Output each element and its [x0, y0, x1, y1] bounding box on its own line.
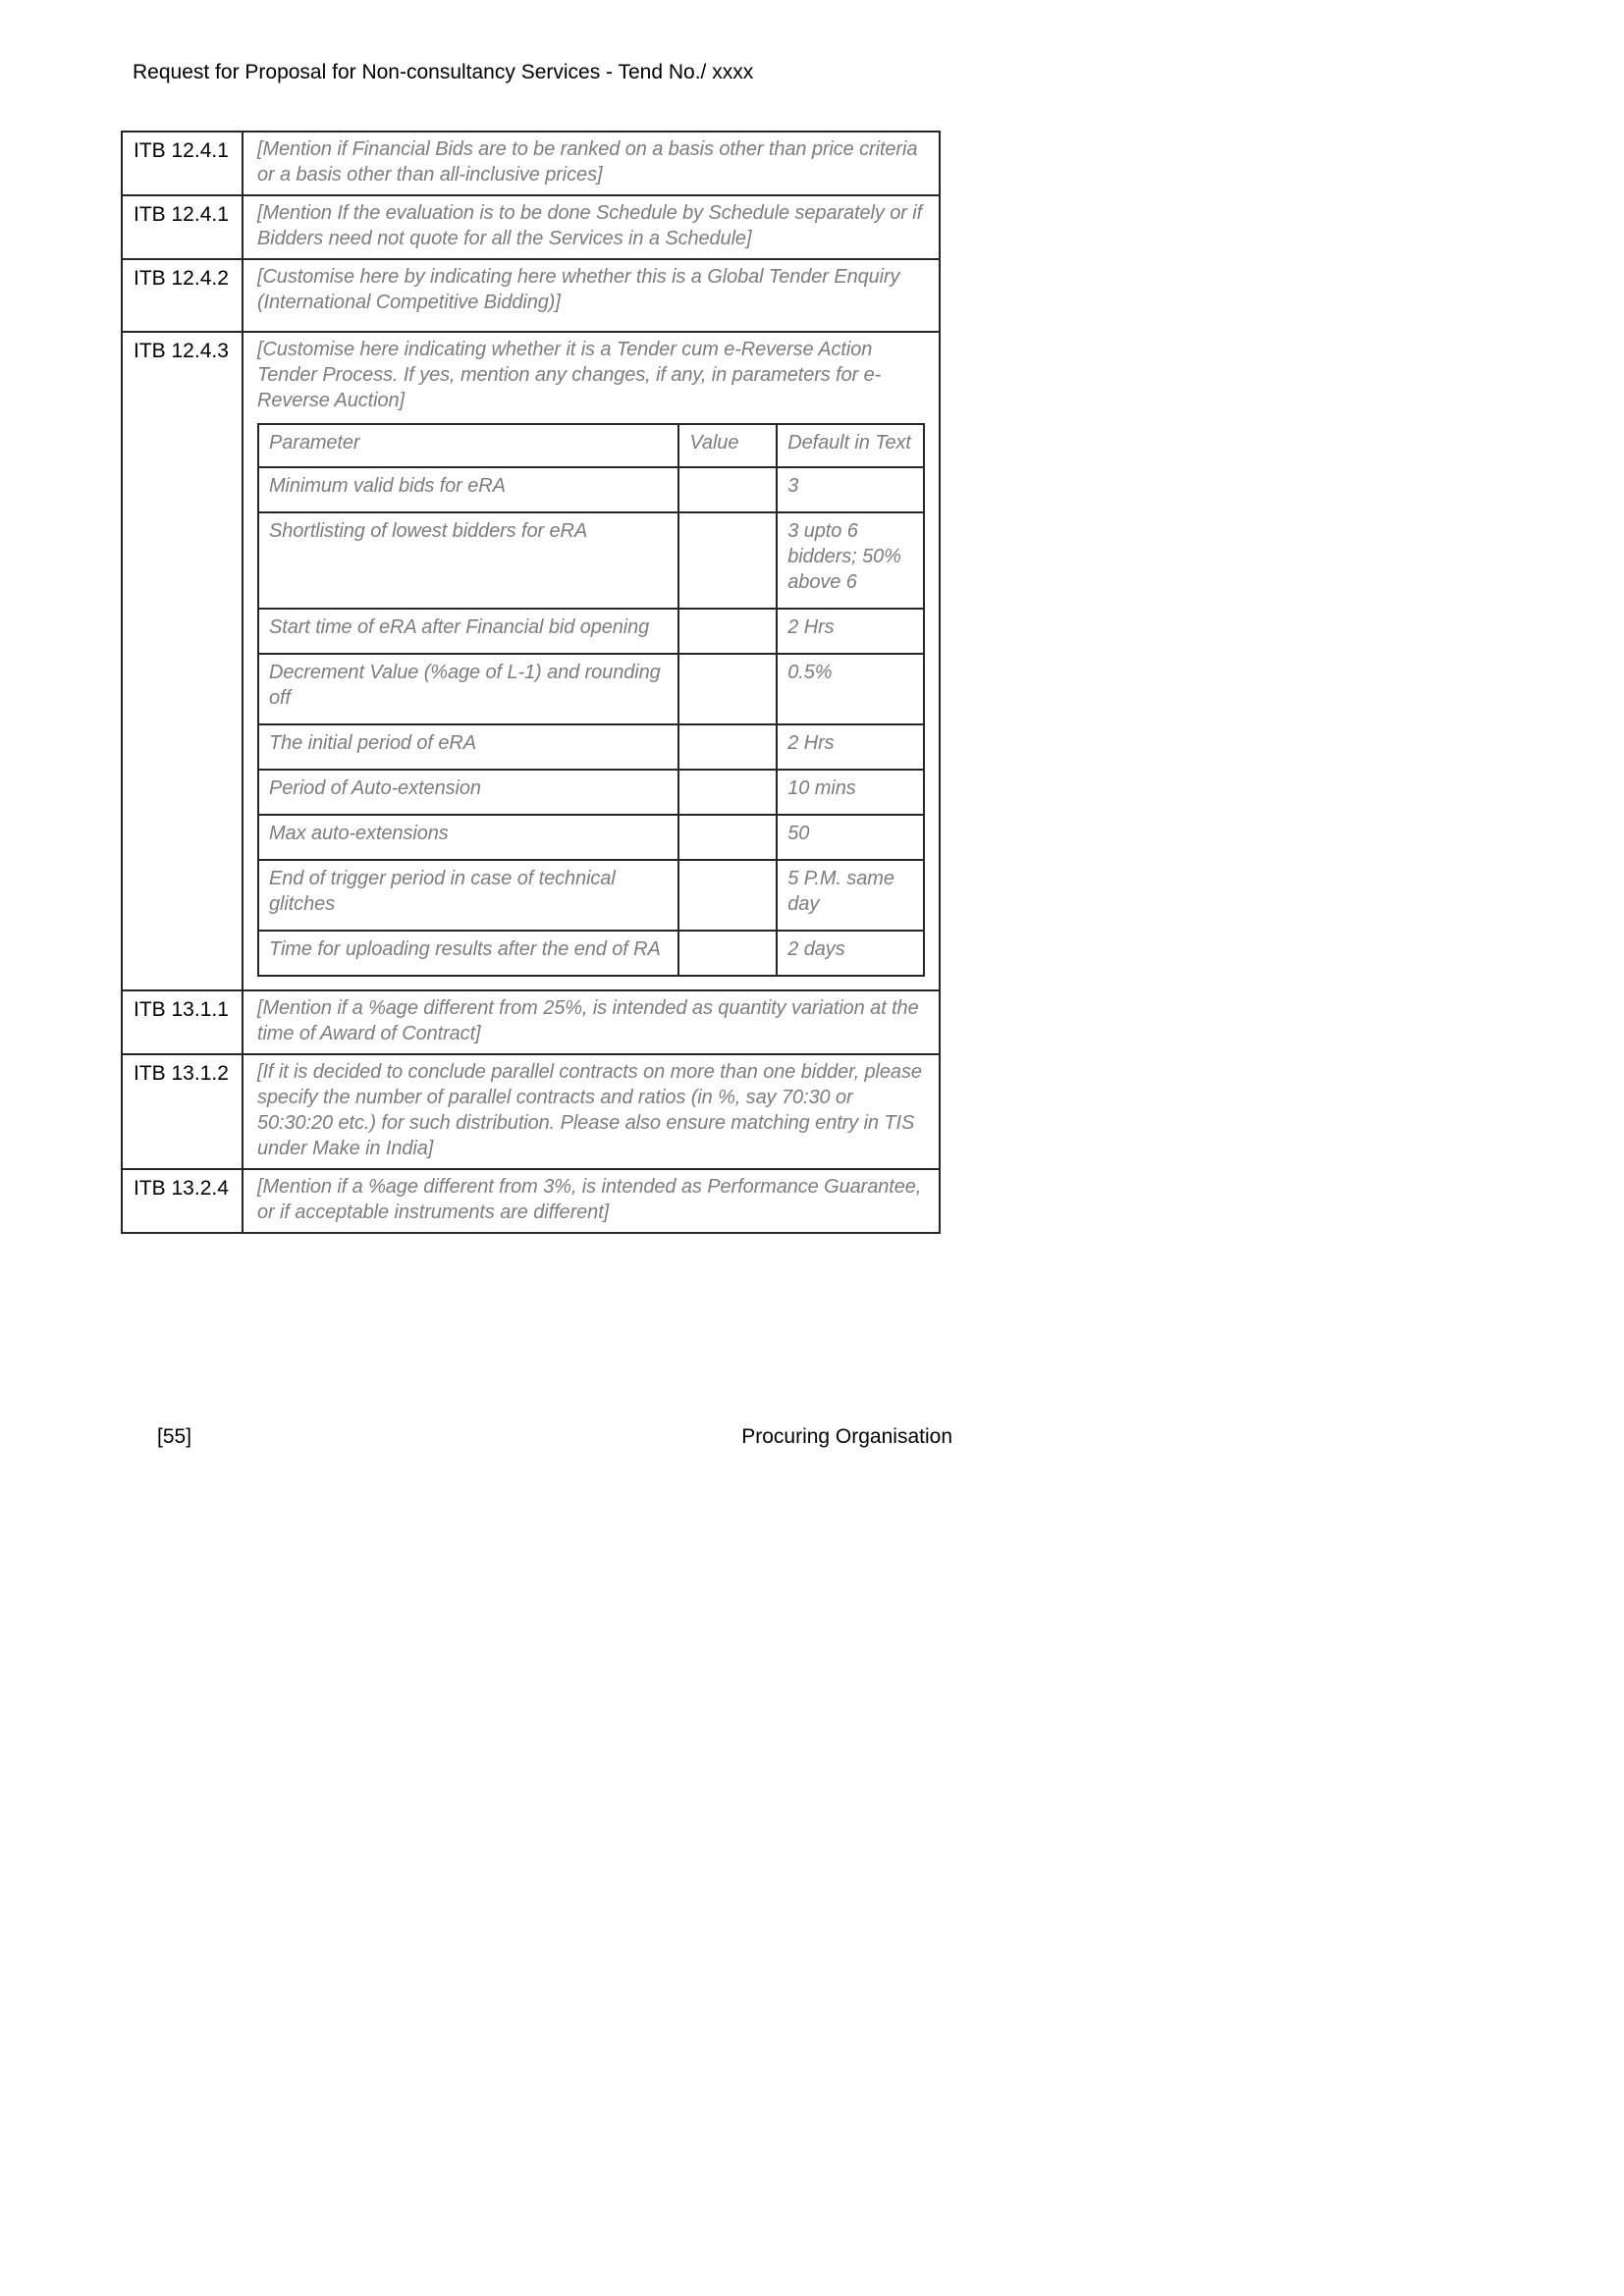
nested-row [258, 860, 924, 931]
clause-ref: ITB 13.2.4 [122, 1169, 243, 1233]
nested-header-row [258, 424, 924, 467]
parameter-cell: Shortlisting of lowest bidders for eRA [258, 512, 678, 609]
clause-ref: ITB 13.1.2 [122, 1054, 243, 1169]
nested-row [258, 724, 924, 770]
table-row [122, 990, 940, 1054]
parameter-cell: End of trigger period in case of technical glitches [258, 860, 678, 931]
clause-instruction: [Mention if Financial Bids are to be ranked on a basis other than price criteria or a basis other than all-inclusive prices] [243, 132, 940, 195]
col-header-value: Value [678, 424, 777, 467]
clause-instruction [243, 332, 940, 990]
clause-instruction: [Mention if a %age different from 3%, is intended as Performance Guarantee, or if acceptable instruments are different] [243, 1169, 940, 1233]
value-cell [678, 770, 777, 815]
value-cell [678, 860, 777, 931]
parameter-cell: Time for uploading results after the end of RA [258, 931, 678, 976]
organisation-label: Procuring Organisation [741, 1425, 952, 1448]
table-row [122, 332, 940, 990]
value-cell [678, 815, 777, 860]
era-parameters-table [257, 423, 925, 977]
default-cell: 2 Hrs [777, 609, 924, 654]
clause-ref: ITB 12.4.2 [122, 259, 243, 332]
value-cell [678, 724, 777, 770]
nested-row [258, 512, 924, 609]
parameter-cell: Period of Auto-extension [258, 770, 678, 815]
table-row [122, 132, 940, 195]
value-cell [678, 654, 777, 724]
clause-instruction-text: [Customise here indicating whether it is a Tender cum e-Reverse Action Tender Process. If yes, mention any changes, if any, in parameters for e-Reverse Auction] [257, 339, 882, 411]
default-cell: 50 [777, 815, 924, 860]
value-cell [678, 609, 777, 654]
value-cell [678, 512, 777, 609]
table-row [122, 1169, 940, 1233]
parameter-cell: Decrement Value (%age of L-1) and rounding off [258, 654, 678, 724]
page-footer [157, 1425, 952, 1449]
default-cell: 2 days [777, 931, 924, 976]
clause-instruction: [Mention if a %age different from 25%, is intended as quantity variation at the time of Award of Contract] [243, 990, 940, 1054]
nested-row [258, 467, 924, 512]
clause-ref: ITB 12.4.3 [122, 332, 243, 990]
page-number: [55] [157, 1425, 192, 1448]
clause-instruction: [If it is decided to conclude parallel contracts on more than one bidder, please specify the number of parallel contracts and ratios (in %, say 70:30 or 50:30:20 etc.) for such distribution. Please also ensure matching entry in TIS under Make in India] [243, 1054, 940, 1169]
col-header-parameter: Parameter [258, 424, 678, 467]
parameter-cell: The initial period of eRA [258, 724, 678, 770]
parameter-cell: Minimum valid bids for eRA [258, 467, 678, 512]
nested-row [258, 654, 924, 724]
table-row [122, 195, 940, 259]
default-cell: 2 Hrs [777, 724, 924, 770]
default-cell: 3 upto 6 bidders; 50% above 6 [777, 512, 924, 609]
itb-table-container [121, 131, 941, 1234]
default-cell: 5 P.M. same day [777, 860, 924, 931]
value-cell [678, 931, 777, 976]
col-header-default: Default in Text [777, 424, 924, 467]
table-row [122, 1054, 940, 1169]
parameter-cell: Start time of eRA after Financial bid opening [258, 609, 678, 654]
itb-customisation-table [121, 131, 941, 1234]
nested-row [258, 815, 924, 860]
clause-ref: ITB 12.4.1 [122, 132, 243, 195]
clause-ref: ITB 12.4.1 [122, 195, 243, 259]
default-cell: 0.5% [777, 654, 924, 724]
clause-instruction: [Mention If the evaluation is to be done Schedule by Schedule separately or if Bidders need not quote for all the Services in a Schedule] [243, 195, 940, 259]
default-cell: 10 mins [777, 770, 924, 815]
default-cell: 3 [777, 467, 924, 512]
table-row [122, 259, 940, 332]
parameter-cell: Max auto-extensions [258, 815, 678, 860]
nested-row [258, 931, 924, 976]
clause-instruction: [Customise here by indicating here whether this is a Global Tender Enquiry (International Competitive Bidding)] [243, 259, 940, 332]
clause-ref: ITB 13.1.1 [122, 990, 243, 1054]
value-cell [678, 467, 777, 512]
nested-row [258, 609, 924, 654]
nested-row [258, 770, 924, 815]
document-title: Request for Proposal for Non-consultancy Services - Tend No./ xxxx [133, 61, 754, 83]
